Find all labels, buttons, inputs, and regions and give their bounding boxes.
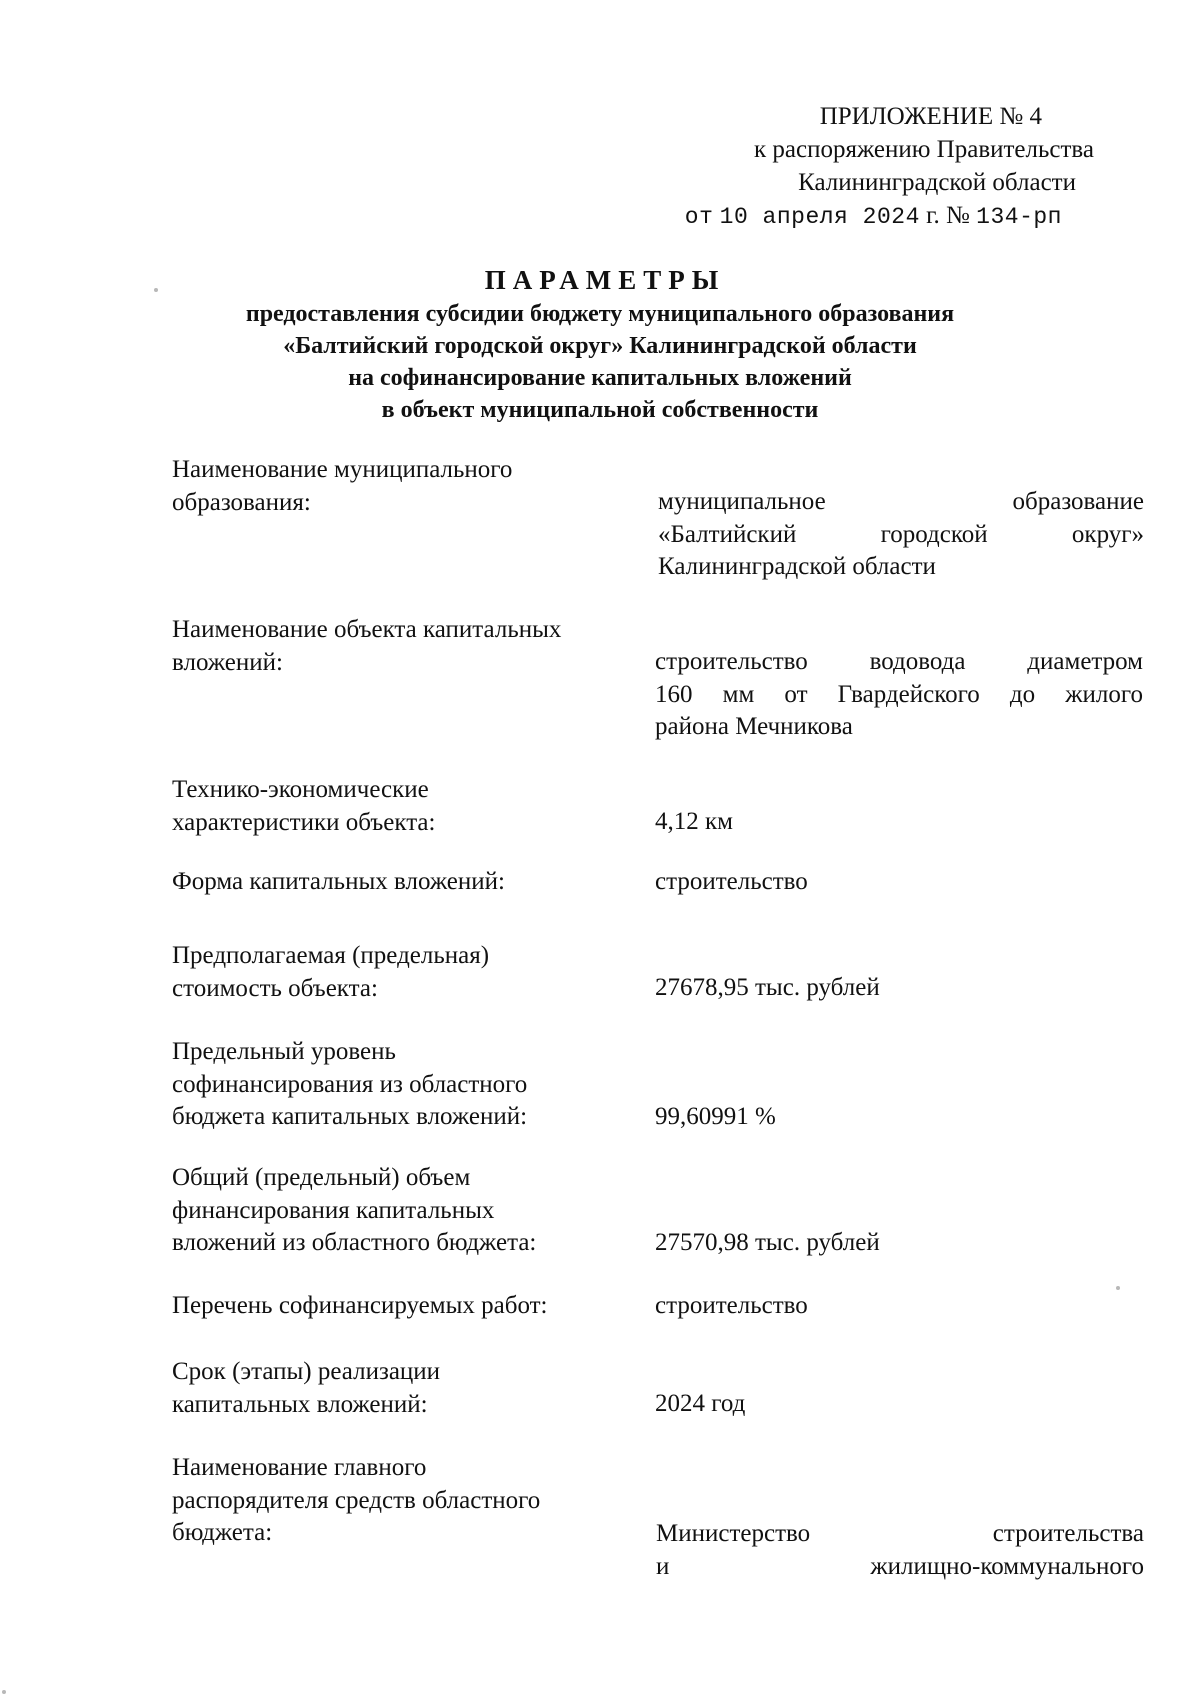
label-line: капитальных вложений: bbox=[172, 1390, 428, 1418]
label-line: распорядителя средств областного bbox=[172, 1486, 541, 1514]
value-line: «Балтийский городской округ» bbox=[658, 520, 1144, 548]
param-label-technical-characteristics bbox=[172, 774, 632, 839]
label-line: Перечень софинансируемых работ: bbox=[172, 1292, 548, 1319]
param-label-cofinancing-level bbox=[172, 1036, 632, 1134]
scan-speck bbox=[2, 1690, 6, 1694]
label-line: стоимость объекта: bbox=[172, 974, 378, 1002]
param-label-implementation-period bbox=[172, 1356, 632, 1421]
label-line: вложений: bbox=[172, 648, 283, 676]
appendix-region: Калининградской области bbox=[798, 169, 1076, 196]
date-prefix: от bbox=[684, 204, 714, 230]
label-line: вложений из областного бюджета: bbox=[172, 1229, 537, 1256]
param-value-total-funding bbox=[655, 1227, 1143, 1260]
scan-speck bbox=[154, 288, 158, 292]
label-line: образования: bbox=[172, 488, 311, 516]
order-number: 134-рп bbox=[976, 204, 1062, 230]
label-line: софинансирования из областного bbox=[172, 1070, 528, 1098]
value-line: 4,12 км bbox=[655, 808, 733, 835]
param-label-estimated-cost bbox=[172, 940, 632, 1005]
value-line: строительство водовода диаметром bbox=[655, 648, 1143, 675]
date-filled: 10 апреля 2024 bbox=[719, 204, 920, 230]
subheading-line: «Балтийский городской округ» Калининградской области bbox=[283, 333, 917, 359]
param-value-implementation-period bbox=[655, 1388, 1143, 1421]
param-label-total-funding bbox=[172, 1162, 632, 1260]
label-line: Наименование муниципального bbox=[172, 456, 513, 483]
value-line: Министерство строительства bbox=[656, 1520, 1144, 1547]
document-heading: ПАРАМЕТРЫ bbox=[484, 265, 726, 295]
value-line: района Мечникова bbox=[655, 713, 853, 740]
value-line: 27570,98 тыс. рублей bbox=[655, 1229, 880, 1256]
label-line: Предельный уровень bbox=[172, 1038, 396, 1065]
label-line: Предполагаемая (предельная) bbox=[172, 942, 490, 969]
label-line: Наименование главного bbox=[172, 1454, 427, 1481]
appendix-title: ПРИЛОЖЕНИЕ № 4 bbox=[819, 103, 1042, 130]
label-line: Общий (предельный) объем bbox=[172, 1164, 471, 1191]
param-value-municipality bbox=[658, 486, 1144, 584]
value-line: 27678,95 тыс. рублей bbox=[655, 974, 880, 1001]
label-line: бюджета капитальных вложений: bbox=[172, 1103, 528, 1130]
param-label-investment-form bbox=[172, 866, 632, 899]
value-line: 2024 год bbox=[655, 1390, 746, 1417]
label-line: Технико-экономические bbox=[172, 776, 429, 803]
param-label-municipality bbox=[172, 454, 632, 519]
label-line: Наименование объекта капитальных bbox=[172, 616, 562, 643]
label-line: бюджета: bbox=[172, 1519, 273, 1546]
param-value-object-name bbox=[655, 646, 1143, 744]
value-line: строительство bbox=[655, 1292, 808, 1319]
param-label-works-list bbox=[172, 1290, 632, 1323]
value-line: муниципальное образование bbox=[658, 488, 1144, 515]
value-line: Калининградской области bbox=[658, 553, 936, 580]
appendix-order-reference: к распоряжению Правительства bbox=[753, 136, 1094, 163]
subheading-line: на софинансирование капитальных вложений bbox=[348, 365, 852, 391]
param-value-investment-form bbox=[655, 866, 1143, 899]
param-value-budget-administrator bbox=[656, 1518, 1144, 1583]
param-value-estimated-cost bbox=[655, 972, 1143, 1005]
param-label-budget-administrator bbox=[172, 1452, 632, 1550]
value-line: и жилищно-коммунального bbox=[656, 1552, 1144, 1580]
value-line: 99,60991 % bbox=[655, 1103, 776, 1130]
param-label-object-name bbox=[172, 614, 632, 679]
param-value-cofinancing-level bbox=[655, 1101, 1143, 1134]
subheading-line: предоставления субсидии бюджету муниципального образования bbox=[245, 301, 955, 327]
label-line: финансирования капитальных bbox=[172, 1196, 495, 1224]
param-value-technical-characteristics bbox=[655, 806, 1143, 839]
label-line: характеристики объекта: bbox=[172, 808, 436, 836]
param-value-works-list bbox=[655, 1290, 1143, 1323]
date-mid: г. № bbox=[926, 202, 970, 229]
value-line: строительство bbox=[655, 868, 808, 895]
label-line: Срок (этапы) реализации bbox=[172, 1358, 441, 1385]
value-line: 160 мм от Гвардейского до жилого bbox=[655, 680, 1143, 708]
label-line: Форма капитальных вложений: bbox=[172, 868, 505, 895]
scan-speck bbox=[1116, 1286, 1120, 1290]
subheading-line: в объект муниципальной собственности bbox=[381, 397, 819, 423]
